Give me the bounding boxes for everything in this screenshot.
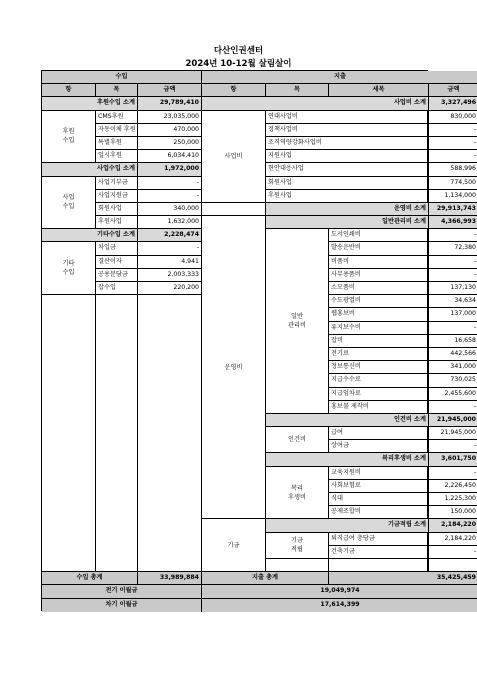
project-subtotal-label: 사업비 소계 (202, 97, 429, 110)
income-amount: - (138, 177, 202, 190)
income-amount: 220,200 (138, 282, 202, 295)
expense-amount: - (429, 322, 477, 335)
expense-item: 사회보험료 (329, 480, 429, 493)
expense-col-amount: 금액 (429, 84, 477, 97)
expense-item: 현안대응사업 (266, 163, 429, 176)
empty-cell (266, 559, 329, 572)
expense-col-hang: 항 (202, 84, 266, 97)
expense-amount: 442,566 (429, 348, 477, 361)
period-title: 2024년 10-12월 살림살이 (185, 59, 292, 69)
expense-col-semok: 세목 (329, 84, 429, 97)
expense-amount: - (429, 229, 477, 242)
project-subtotal: 3,327,496 (429, 97, 477, 110)
expense-amount: 730,025 (429, 374, 477, 387)
income-item: 후원사업 (96, 216, 138, 229)
expense-item: 비품비 (329, 256, 429, 269)
empty-cell (202, 203, 266, 216)
expense-amount: - (429, 401, 477, 414)
expense-item: 건축기금 (329, 546, 429, 559)
expense-item: 조직역량강화사업비 (266, 137, 429, 150)
expense-amount: 137,130 (429, 282, 477, 295)
general-subtotal-label: 일반관리비 소계 (266, 216, 429, 229)
expense-item: 식대 (329, 493, 429, 506)
welfare-subtotal: 3,601,750 (429, 453, 477, 466)
income-item: CMS후원 (96, 111, 138, 124)
expense-item: 정보통신비 (329, 361, 429, 374)
expense-item: 수도광열비 (329, 295, 429, 308)
welfare-group: 복리 후생비 (266, 467, 329, 520)
income-item: 사업지원금 (96, 190, 138, 203)
business-group: 사업 수입 (42, 177, 96, 230)
welfare-subtotal-label: 복리후생비 소계 (266, 453, 429, 466)
donation-subtotal-label: 후원수입 소계 (42, 97, 138, 110)
expense-item: 지원사업 (266, 150, 429, 163)
income-section-title: 수입 (42, 71, 202, 84)
expense-item: 소모품비 (329, 282, 429, 295)
budget-table (41, 70, 476, 611)
empty-cell (138, 295, 202, 572)
prev-carryover: 19,049,974 (202, 585, 477, 598)
income-item: 사업기부금 (96, 177, 138, 190)
income-item: 공용분담금 (96, 269, 138, 282)
expense-item: 교육지원비 (329, 467, 429, 480)
expense-item: 지급임차료 (329, 388, 429, 401)
expense-amount: - (429, 440, 477, 453)
income-item: 자동이체 후원 (96, 124, 138, 137)
business-subtotal: 1,972,000 (138, 163, 202, 176)
income-amount: 470,000 (138, 124, 202, 137)
expense-item: 도서인쇄비 (329, 229, 429, 242)
fund-subtotal: 2,184,220 (429, 519, 477, 532)
income-total: 33,989,884 (138, 572, 202, 585)
income-item: 회원사업 (96, 203, 138, 216)
income-col-mok: 목 (96, 84, 138, 97)
expense-item: 후원사업 (266, 190, 429, 203)
expense-amount: 34,634 (429, 295, 477, 308)
expense-item: 사무용품비 (329, 269, 429, 282)
expense-amount: 150,000 (429, 506, 477, 519)
income-item: 차입금 (96, 242, 138, 255)
income-amount: 4,941 (138, 256, 202, 269)
income-col-hang: 항 (42, 84, 96, 97)
expense-amount: - (429, 256, 477, 269)
expense-item: 상여금 (329, 440, 429, 453)
expense-amount: 341,000 (429, 361, 477, 374)
expense-item: 퇴직급여 충당금 (329, 533, 429, 546)
expense-amount: - (429, 269, 477, 282)
expense-item: 회원사업 (266, 177, 429, 190)
income-amount: 23,035,000 (138, 111, 202, 124)
fund-group: 기금 (202, 519, 266, 572)
expense-amount: 137,000 (429, 308, 477, 321)
expense-amount: - (429, 546, 477, 559)
income-col-amount: 금액 (138, 84, 202, 97)
personnel-group: 인건비 (266, 427, 329, 453)
operating-group: 운영비 (202, 216, 266, 519)
donation-group: 후원 수입 (42, 111, 96, 164)
expense-item: 급여 (329, 427, 429, 440)
fund-sub-group: 기금 적립 (266, 533, 329, 559)
income-amount: 340,000 (138, 203, 202, 216)
empty-cell (429, 559, 477, 572)
expense-amount: 2,226,450 (429, 480, 477, 493)
income-item: 일시후원 (96, 150, 138, 163)
next-carryover: 17,614,399 (202, 599, 477, 612)
expense-item: 발송운반비 (329, 242, 429, 255)
expense-item: 연대사업비 (266, 111, 429, 124)
donation-subtotal: 29,789,410 (138, 97, 202, 110)
other-subtotal-label: 기타수입 소계 (42, 229, 138, 242)
expense-amount: - (429, 467, 477, 480)
expense-amount: 1,225,300 (429, 493, 477, 506)
expense-amount: 830,000 (429, 111, 477, 124)
expense-col-mok: 목 (266, 84, 329, 97)
expense-item: 유지보수비 (329, 322, 429, 335)
other-subtotal: 2,228,474 (138, 229, 202, 242)
expense-total: 35,425,459 (329, 572, 477, 585)
expense-amount: 72,380 (429, 242, 477, 255)
income-total-label: 수입 총계 (42, 572, 138, 585)
fund-subtotal-label: 기금적립 소계 (266, 519, 429, 532)
empty-cell (96, 295, 138, 572)
prev-carryover-label: 전기 이월금 (42, 585, 202, 598)
expense-amount: 2,184,220 (429, 533, 477, 546)
other-group: 기타 수입 (42, 242, 96, 295)
income-amount: - (138, 190, 202, 203)
general-group: 일반 관리비 (266, 229, 329, 414)
income-amount: 250,000 (138, 137, 202, 150)
expense-amount: - (429, 124, 477, 137)
expense-item: 잡비 (329, 335, 429, 348)
expense-amount: 1,134,000 (429, 190, 477, 203)
income-amount: 2,003,333 (138, 269, 202, 282)
operating-subtotal: 29,913,743 (429, 203, 477, 216)
expense-amount: 2,455,600 (429, 388, 477, 401)
operating-subtotal-label: 운영비 소계 (266, 203, 429, 216)
income-amount: - (138, 242, 202, 255)
empty-cell (329, 559, 429, 572)
expense-amount: 774,500 (429, 177, 477, 190)
general-subtotal: 4,366,993 (429, 216, 477, 229)
empty-cell (42, 295, 96, 572)
personnel-subtotal-label: 인건비 소계 (266, 414, 429, 427)
expense-amount: - (429, 137, 477, 150)
expense-amount: 588,996 (429, 163, 477, 176)
income-item: 잡수입 (96, 282, 138, 295)
income-amount: 6,034,410 (138, 150, 202, 163)
expense-item: 전기료 (329, 348, 429, 361)
expense-amount: - (429, 150, 477, 163)
expense-item: 정책사업비 (266, 124, 429, 137)
business-subtotal-label: 사업수입 소계 (42, 163, 138, 176)
expense-amount: 16,658 (429, 335, 477, 348)
income-amount: 1,632,000 (138, 216, 202, 229)
expense-item: 홍보물 제작비 (329, 401, 429, 414)
income-item: 특별후원 (96, 137, 138, 150)
expense-item: 웹홍보비 (329, 308, 429, 321)
org-title: 다산인권센터 (213, 46, 264, 56)
expense-item: 공제조합비 (329, 506, 429, 519)
project-group: 사업비 (202, 111, 266, 203)
expense-amount: 21,945,000 (429, 427, 477, 440)
expense-total-label: 지출 총계 (202, 572, 329, 585)
next-carryover-label: 차기 이월금 (42, 599, 202, 612)
expense-section-title: 지출 (202, 71, 477, 84)
income-item: 결산이자 (96, 256, 138, 269)
personnel-subtotal: 21,945,000 (429, 414, 477, 427)
expense-item: 지급수수료 (329, 374, 429, 387)
